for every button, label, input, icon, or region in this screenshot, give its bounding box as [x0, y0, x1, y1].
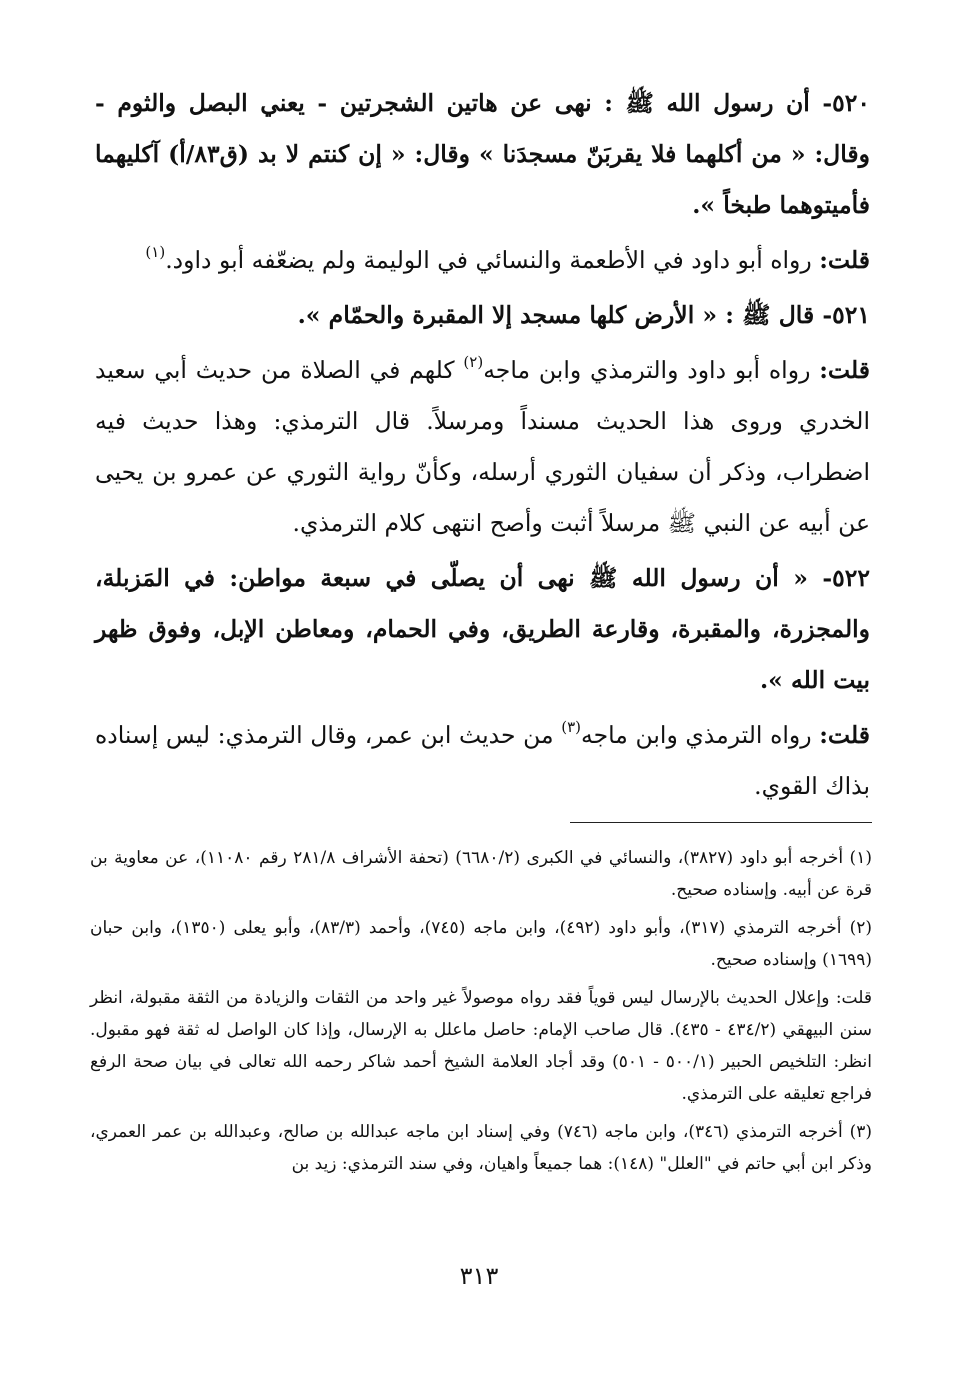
- footnote-ref[interactable]: (٣): [561, 718, 581, 736]
- footnote-2-comment: قلت: وإعلال الحديث بالإرسال ليس قوياً فقد رواه موصولاً غير واحد من الثقات والزيادة من الثقة مقبولة، انظر سنن البيهقي (٤٣٤/٢ - ٤٣٥). قال صاحب الإمام: حاصل ماعلل به الإرسال، وإذا كان الواصل له ثقة فهو مقبول. انظر: التلخيص الحبير (٥٠٠/١ - ٥٠١) وقد أجاد العلامة الشيخ أحمد شاكر رحمه الله تعالى في بيان صحة الرفع فراجع تعليقه على الترمذي.: [90, 988, 872, 1104]
- footnote-ref[interactable]: (١): [145, 243, 166, 261]
- comment-text: رواه أبو داود في الأطعمة والنسائي في الوليمة ولم يضعّفه أبو داود.: [165, 246, 820, 274]
- footnote-2: (٢) أخرجه الترمذي (٣١٧)، وأبو داود (٤٩٢)، وابن ماجه (٧٤٥)، وأحمد (٨٣/٣)، وأبو يعلى (١٣٥٠)، وابن حبان (١٦٩٩) وإسناده صحيح.: [90, 918, 872, 970]
- page-number: ٣١٣: [459, 1262, 499, 1290]
- footnote-ref[interactable]: (٢): [463, 353, 484, 371]
- footnote-separator: [570, 822, 872, 823]
- comment-521: [95, 345, 870, 549]
- comment-lead: قلت:: [819, 356, 870, 384]
- hadith-text: ٥٢٢- « أن رسول الله ﷺ نهى أن يصلّى في سبعة مواطن: في المَزبلة، والمجزرة، والمقبرة، وقارعة الطريق، وفي الحمام، ومعاطن الإبل، وفوق ظهر بيت الله ».: [95, 564, 870, 694]
- footnotes: [90, 842, 872, 1186]
- hadith-521: [95, 290, 870, 341]
- comment-522: [95, 710, 870, 812]
- comment-lead: قلت:: [819, 246, 870, 274]
- footnote-1: (١) أخرجه أبو داود (٣٨٢٧)، والنسائي في الكبرى (٦٦٨٠/٢) (تحفة الأشراف ٢٨١/٨ رقم ١١٠٨٠)، عن معاوية بن قرة عن أبيه. وإسناده صحيح.: [90, 848, 872, 900]
- main-text: [95, 78, 870, 816]
- hadith-text: ٥٢٠- أن رسول الله ﷺ : نهى عن هاتين الشجرتين - يعني البصل والثوم - وقال: « من أكلهما فلا يقربَنّ مسجدَنا » وقال: « إن كنتم لا بد (ق٨٣/أ) آكليهما فأميتوهما طبخاً ».: [95, 89, 870, 219]
- comment-text-continued: كلهم في الصلاة من حديث أبي سعيد الخدري وروى هذا الحديث مسنداً ومرسلاً. قال الترمذي: وهذا حديث فيه اضطراب، وذكر أن سفيان الثوري أرسله، وكأنّ رواية الثوري عن عمرو بن يحيى عن أبيه عن النبي ﷺ مرسلاً أثبت وأصح انتهى كلام الترمذي.: [95, 356, 870, 537]
- hadith-522: [95, 553, 870, 706]
- comment-text: رواه الترمذي وابن ماجه: [581, 721, 820, 749]
- hadith-text: ٥٢١- قال ﷺ : « الأرض كلها مسجد إلا المقبرة والحمّام ».: [297, 301, 870, 329]
- hadith-520: [95, 78, 870, 231]
- comment-text: رواه أبو داود والترمذي وابن ماجه: [483, 356, 820, 384]
- comment-text-continued: من حديث ابن عمر، وقال الترمذي: ليس إسناده بذاك القوي.: [95, 721, 870, 800]
- footnote-3: (٣) أخرجه الترمذي (٣٤٦)، وابن ماجه (٧٤٦) وفي إسناد ابن ماجه عبدالله بن صالح، وعبدالله بن عمر العمري، وذكر ابن أبي حاتم في "العلل" (١٤٨): هما جميعاً واهيان، وفي سند الترمذي: زيد بن: [90, 1122, 873, 1174]
- comment-lead: قلت:: [819, 721, 870, 749]
- comment-520: [95, 235, 870, 286]
